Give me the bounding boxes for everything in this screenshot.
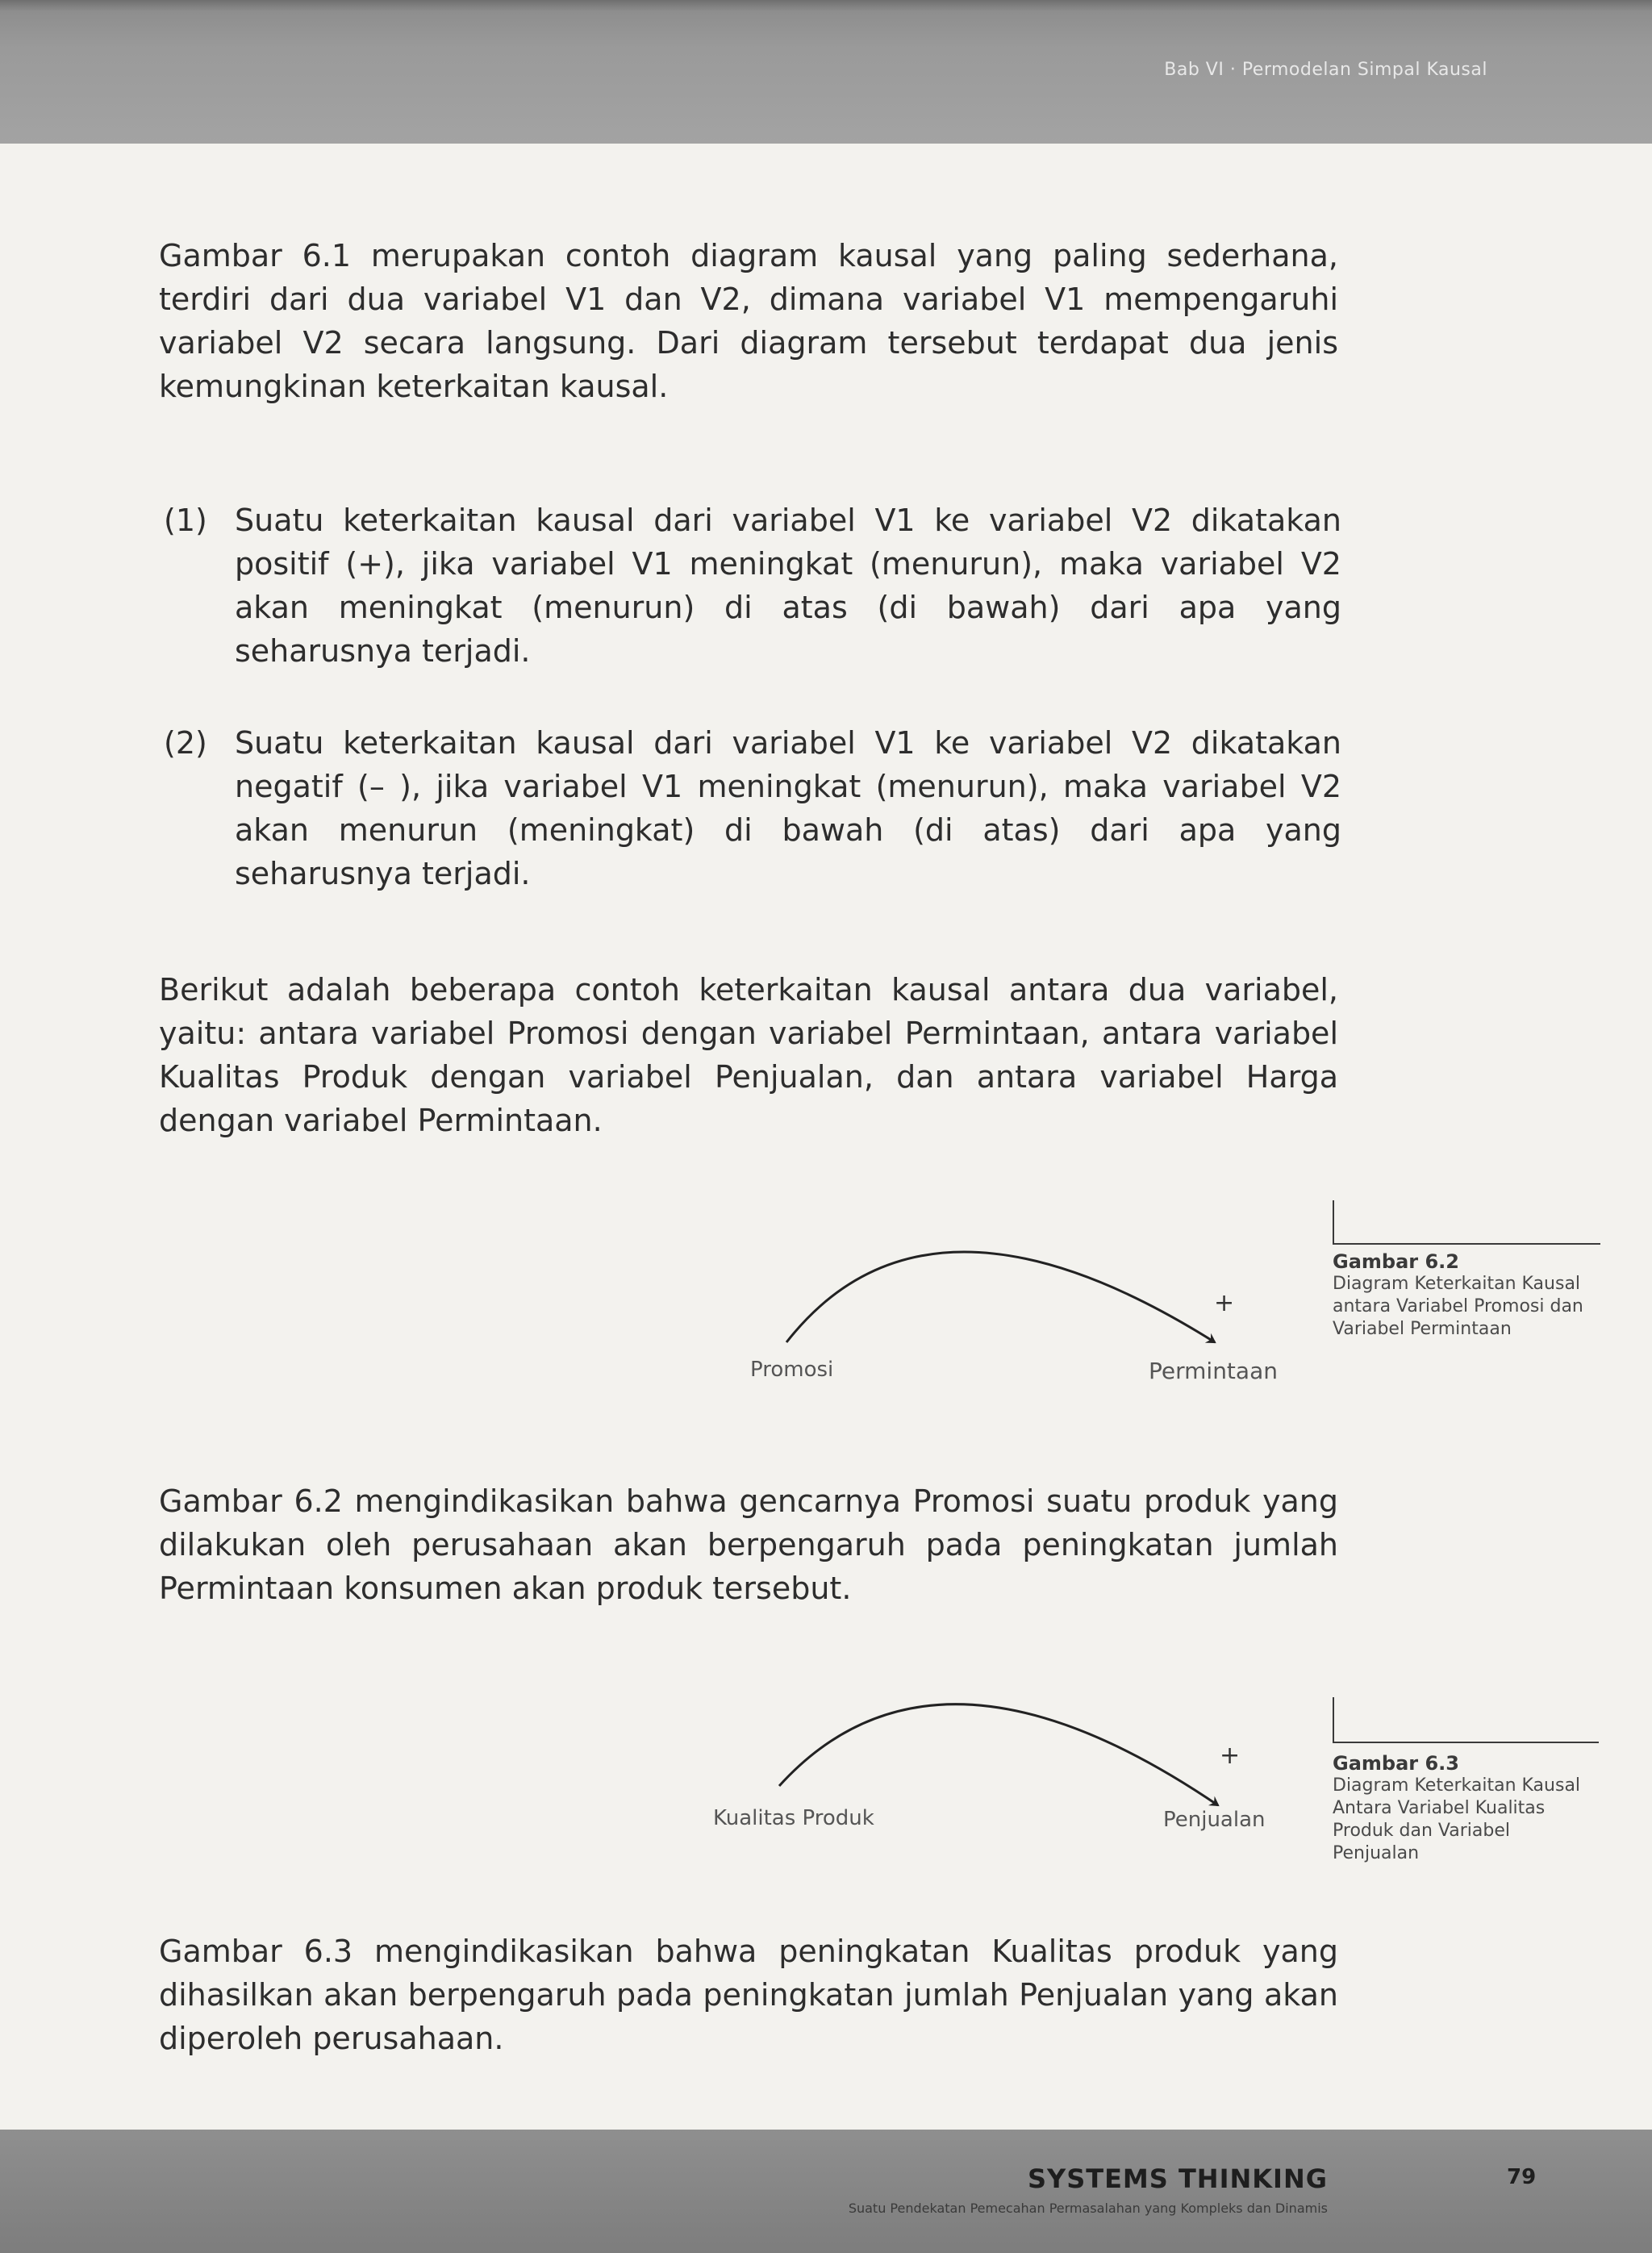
caption-rule bbox=[1333, 1243, 1600, 1245]
sign-positive: + bbox=[1220, 1742, 1241, 1770]
caption-text: Diagram Keterkaitan Kausal antara Variabel Promosi dan Variabel Permintaan bbox=[1333, 1274, 1583, 1339]
list-text: Suatu keterkaitan kausal dari variabel V1 ke variabel V2 dikatakan negatif (– ), jika variabel V1 meningkat (menurun), maka variabel V2 akan menurun (meningkat) di bawah (di atas) dari apa yang seharusnya terjadi. bbox=[235, 725, 1341, 891]
paragraph-fig63-explanation: Gambar 6.3 mengindikasikan bahwa peningkatan Kualitas produk yang dihasilkan akan berpengaruh pada peningkatan jumlah Penjualan yang akan diperoleh perusahaan. bbox=[159, 1934, 1338, 2056]
caption-text: Diagram Keterkaitan Kausal Antara Variabel Kualitas Produk dan Variabel Penjualan bbox=[1333, 1775, 1581, 1863]
list-text: Suatu keterkaitan kausal dari variabel V1 ke variabel V2 dikatakan positif (+), jika variabel V1 meningkat (menurun), maka variabel V2 akan meningkat (menurun) di atas (di bawah) dari apa yang seharusnya terjadi. bbox=[235, 503, 1341, 669]
list-number: (1) bbox=[164, 503, 207, 538]
paragraph-examples: Berikut adalah beberapa contoh keterkaitan kausal antara dua variabel, yaitu: antara variabel Promosi dengan variabel Permintaan, antara variabel Kualitas Produk dengan variabel Penjualan, dan antara variabel Harga dengan variabel Permintaan. bbox=[159, 972, 1338, 1138]
variable-kualitas-produk: Kualitas Produk bbox=[713, 1806, 874, 1830]
book-title: SYSTEMS THINKING bbox=[1027, 2163, 1328, 2194]
figure-caption-6-3 bbox=[1333, 1752, 1599, 1865]
variable-promosi: Promosi bbox=[750, 1358, 834, 1382]
variable-permintaan: Permintaan bbox=[1149, 1358, 1278, 1384]
book-subtitle: Suatu Pendekatan Pemecahan Permasalahan yang Kompleks dan Dinamis bbox=[848, 2201, 1328, 2216]
caption-rule bbox=[1333, 1200, 1334, 1244]
chapter-title: Bab VI · Permodelan Simpal Kausal bbox=[1164, 60, 1487, 80]
causal-arrow-promosi-permintaan bbox=[786, 1252, 1215, 1342]
caption-rule bbox=[1333, 1697, 1334, 1742]
causal-arrow-kualitas-penjualan bbox=[779, 1704, 1218, 1805]
caption-label: Gambar 6.2 bbox=[1333, 1250, 1459, 1273]
caption-rule bbox=[1333, 1742, 1599, 1743]
sign-positive: + bbox=[1214, 1289, 1235, 1317]
paragraph-fig62-explanation: Gambar 6.2 mengindikasikan bahwa gencarnya Promosi suatu produk yang dilakukan oleh perusahaan akan berpengaruh pada peningkatan jumlah Permintaan konsumen akan produk tersebut. bbox=[159, 1483, 1338, 1606]
variable-penjualan: Penjualan bbox=[1163, 1808, 1266, 1832]
caption-label: Gambar 6.3 bbox=[1333, 1752, 1459, 1775]
list-number: (2) bbox=[164, 725, 207, 761]
paragraph-intro: Gambar 6.1 merupakan contoh diagram kausal yang paling sederhana, terdiri dari dua variabel V1 dan V2, dimana variabel V1 mempengaruhi variabel V2 secara langsung. Dari diagram tersebut terdapat dua jenis kemungkinan keterkaitan kausal. bbox=[159, 238, 1338, 404]
page-footer-bar bbox=[0, 2130, 1652, 2253]
figure-caption-6-2 bbox=[1333, 1250, 1599, 1341]
page-number: 79 bbox=[1507, 2165, 1537, 2189]
